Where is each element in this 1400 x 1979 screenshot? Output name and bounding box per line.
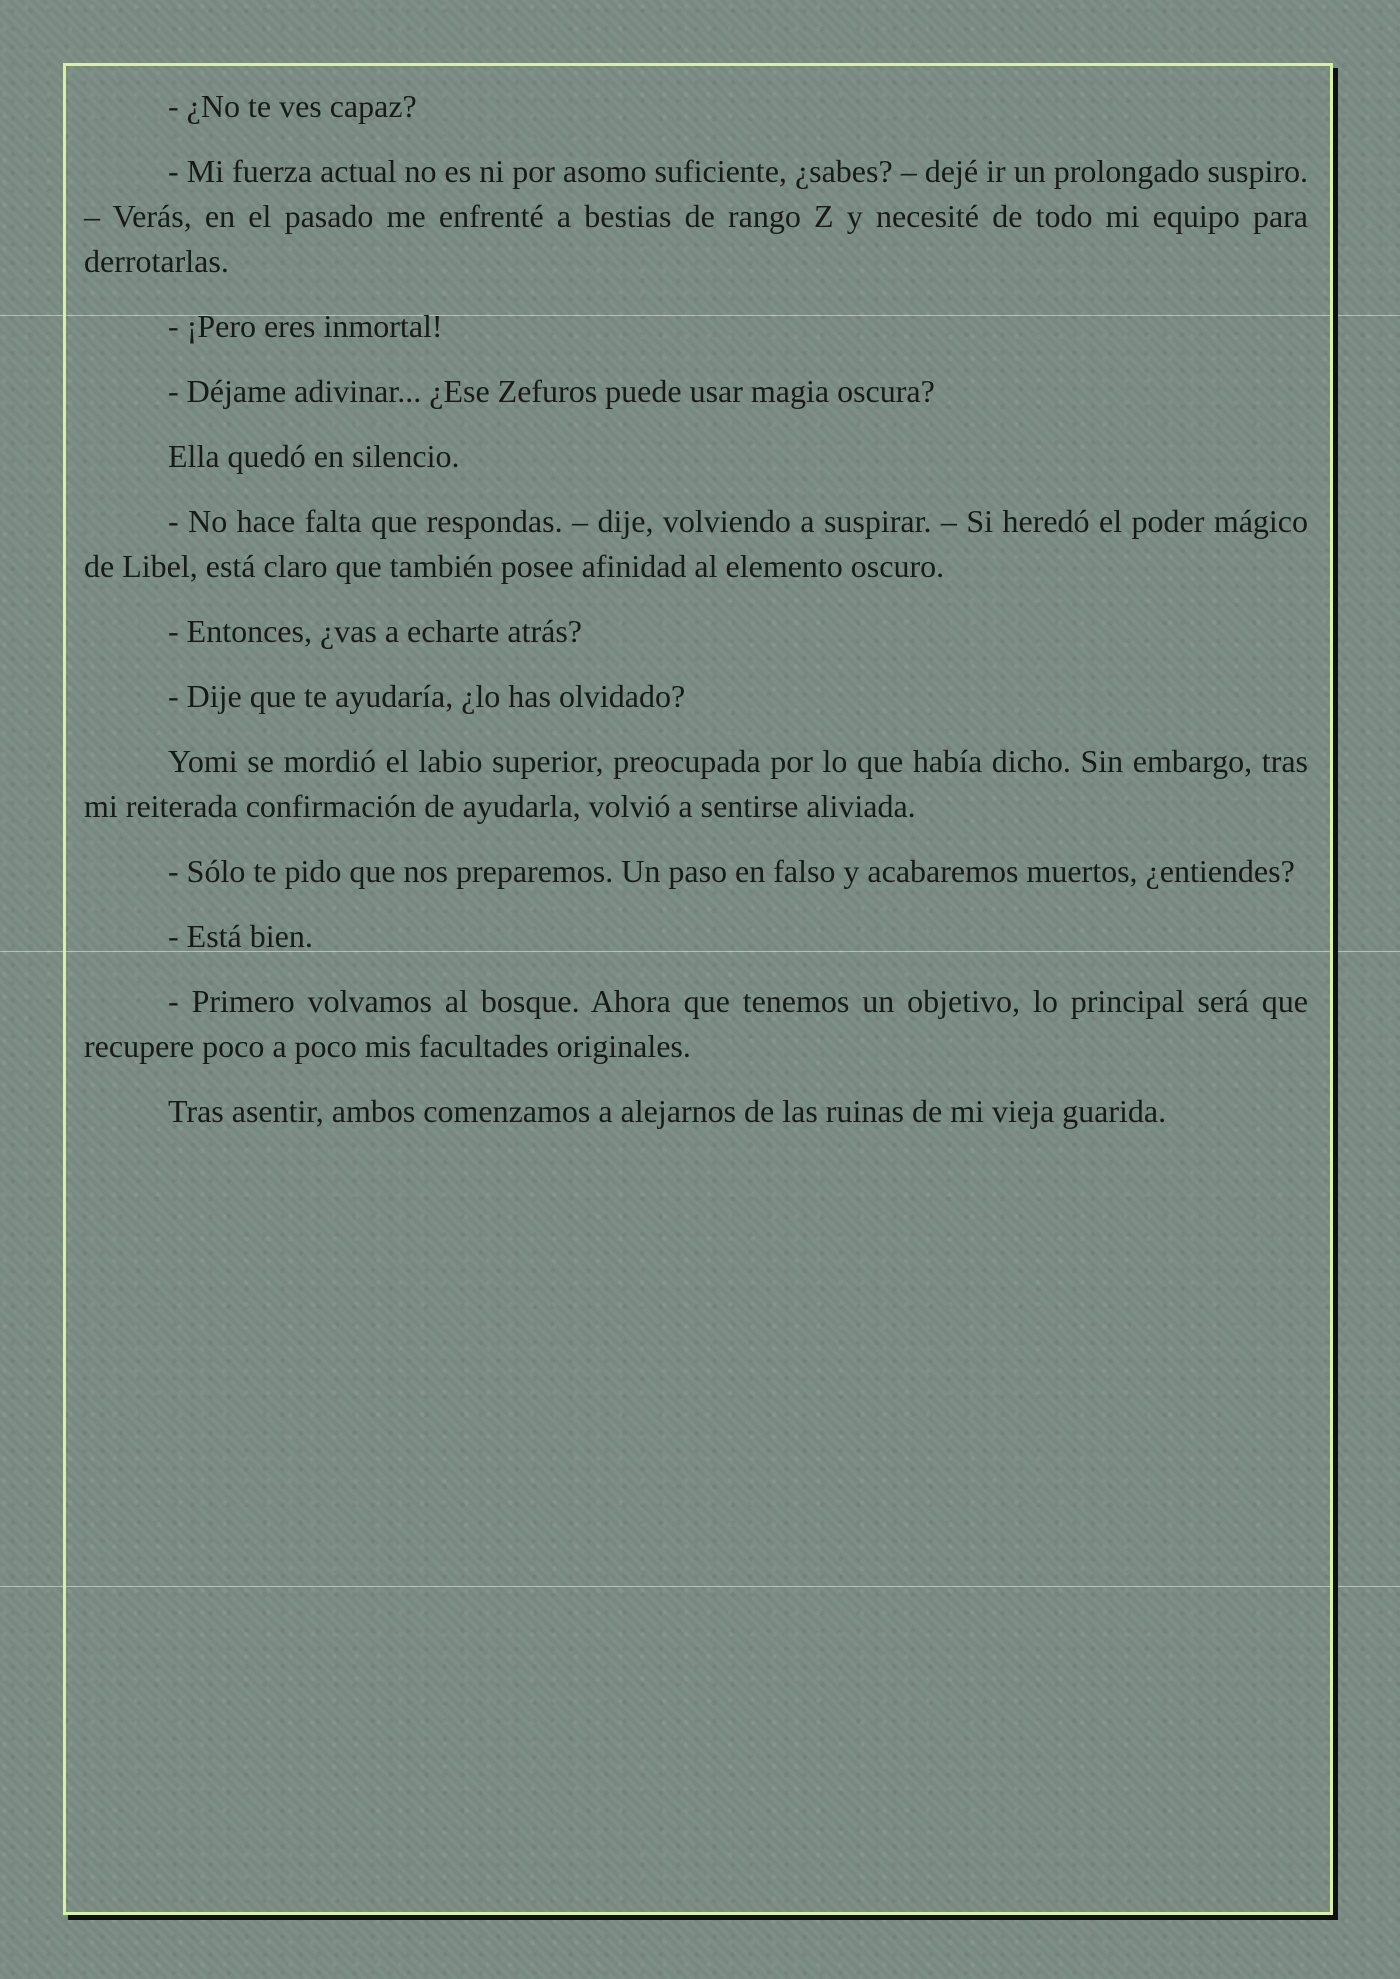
paragraph: - No hace falta que respondas. – dije, volviendo a suspirar. – Si heredó el poder mágico de Libel, está claro que también posee afinidad al elemento oscuro. [84,503,1308,584]
paragraph: - Está bien. [168,918,313,954]
paragraph: Tras asentir, ambos comenzamos a alejarnos de las ruinas de mi vieja guarida. [168,1093,1167,1129]
paragraph: - ¿No te ves capaz? [168,88,417,124]
paragraph: - Primero volvamos al bosque. Ahora que tenemos un objetivo, lo principal será que recupere poco a poco mis facultades originales. [84,983,1308,1064]
paragraph: - Entonces, ¿vas a echarte atrás? [168,613,582,649]
paragraph: - Déjame adivinar... ¿Ese Zefuros puede usar magia oscura? [168,373,935,409]
paragraph: - Sólo te pido que nos preparemos. Un paso en falso y acabaremos muertos, ¿entiendes? [168,853,1295,889]
paragraph: Yomi se mordió el labio superior, preocupada por lo que había dicho. Sin embargo, tras mi reiterada confirmación de ayudarla, volvió a sentirse aliviada. [84,743,1308,824]
paragraph: Ella quedó en silencio. [168,438,460,474]
paragraph: - Dije que te ayudaría, ¿lo has olvidado? [168,678,686,714]
paragraph: - Mi fuerza actual no es ni por asomo suficiente, ¿sabes? – dejé ir un prolongado suspiro. – Verás, en el pasado me enfrenté a bestias de rango Z y necesité de todo mi equipo para derrotarlas. [84,153,1308,279]
page-body-text [84,84,1308,1154]
paragraph: - ¡Pero eres inmortal! [168,308,443,344]
